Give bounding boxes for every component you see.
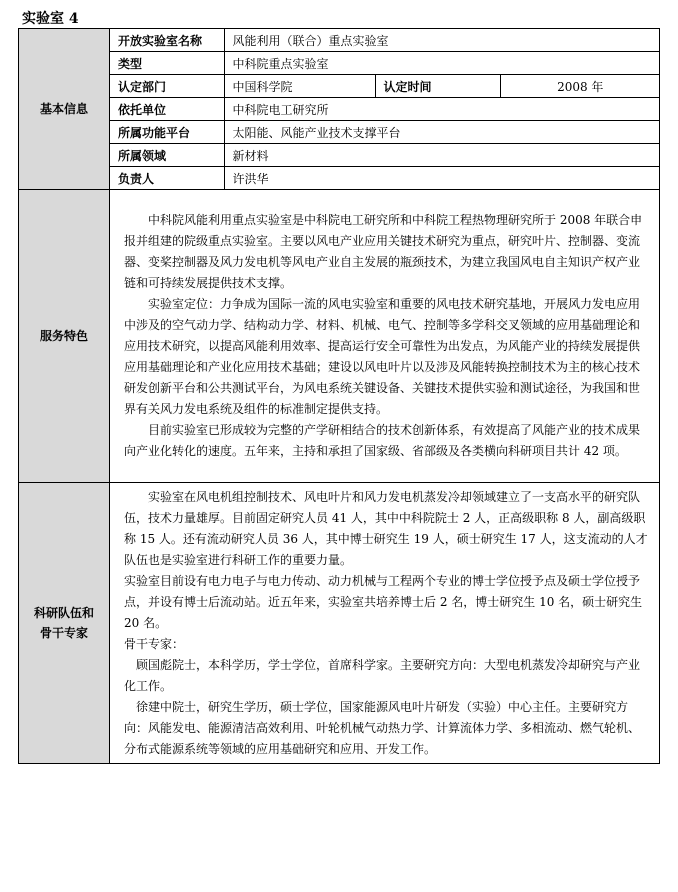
info-row	[110, 144, 660, 167]
field-value: 中科院电工研究所	[224, 98, 660, 121]
paragraph: 实验室目前设有电力电子与电力传动、动力机械与工程两个专业的博士学位授予点及硕士学位授予点，并设有博士后流动站。近五年来，实验室共培养博士后 2 名，博士研究生 10 名，硕士研究生 20 名。	[124, 573, 643, 630]
info-row	[110, 121, 660, 144]
field-value: 风能利用（联合）重点实验室	[224, 29, 660, 52]
lab-info-table	[18, 28, 660, 764]
paragraph: 徐建中院士，研究生学历，硕士学位，国家能源风电叶片研发（实验）中心主任。主要研究方向：风能发电、能源清洁高效利用、叶轮机械气动热力学、计算流体力学、多相流动、燃气轮机、分布式能源系统等领域的应用基础研究和应用、开发工作。	[124, 699, 641, 756]
field-value: 中国科学院	[224, 75, 375, 98]
basic-info-grid	[110, 29, 660, 189]
paragraph: 中科院风能利用重点实验室是中科院电工研究所和中科院工程热物理研究所于 2008 年联合申报并组建的院级重点实验室。主要以风电产业应用关键技术研究为重点，研究叶片、控制器、变流器、变桨控制器及风力发电机等风电产业自主发展的瓶颈技术，为建立我国风电自主知识产权产业链和可持续发展提供技术支撑。	[124, 213, 643, 290]
basic-info-row	[19, 29, 660, 190]
basic-info-label: 基本信息	[19, 29, 110, 190]
page-title: 实验室 4	[22, 11, 79, 27]
info-row	[110, 167, 660, 190]
paragraph: 实验室定位：力争成为国际一流的风电实验室和重要的风电技术研究基地，开展风力发电应用中涉及的空气动力学、结构动力学、材料、机械、电气、控制等多学科交叉领域的应用基础理论和应用技术研究，以提高风能利用效率、提高运行安全可靠性为出发点，为风能产业的持续发展提供应用基础理论和产业化应用技术基础；建设以风电叶片以及涉及风能转换控制技术为主的核心技术研发创新平台和公共测试平台，为风电系统关键设备、关键技术提供实验和测试途径，为我国和世界有关风力发电系统及组件的标准制定提供支持。	[124, 297, 641, 416]
team-row	[19, 483, 660, 764]
info-row	[110, 75, 660, 98]
paragraph: 顾国彪院士，本科学历，学士学位，首席科学家。主要研究方向：大型电机蒸发冷却研究与产业化工作。	[124, 657, 641, 693]
field-value: 太阳能、风能产业技术支撑平台	[224, 121, 660, 144]
field-key: 所属领域	[110, 144, 224, 167]
field-key: 所属功能平台	[110, 121, 224, 144]
field-value: 中科院重点实验室	[224, 52, 660, 75]
service-row	[19, 190, 660, 483]
team-label: 科研队伍和 骨干专家	[19, 483, 110, 764]
field-key: 负责人	[110, 167, 224, 190]
paragraph: 目前实验室已形成较为完整的产学研相结合的技术创新体系，有效提高了风能产业的技术成果向产业化转化的速度。五年来，主持和承担了国家级、省部级及各类横向科研项目共计 42 项。	[124, 423, 641, 458]
field-value: 许洪华	[224, 167, 660, 190]
info-row	[110, 29, 660, 52]
info-row	[110, 98, 660, 121]
team-text	[110, 487, 659, 760]
field-key: 类型	[110, 52, 224, 75]
field-key: 依托单位	[110, 98, 224, 121]
field-value: 2008 年	[500, 75, 660, 98]
info-row	[110, 52, 660, 75]
service-label: 服务特色	[19, 190, 110, 483]
field-value: 新材料	[224, 144, 660, 167]
service-text	[110, 210, 659, 462]
paragraph: 骨干专家：	[124, 636, 185, 651]
paragraph: 实验室在风电机组控制技术、风电叶片和风力发电机蒸发冷却领域建立了一支高水平的研究队伍，技术力量雄厚。目前固定研究人员 41 人，其中中科院院士 2 人，正高级职称 8 人，副高级职称 15 人。还有流动研究人员 36 人，其中博士研究生 19 人，硕士研究生 17 人，这支流动的人才队伍也是实验室进行科研工作的重要力量。	[124, 489, 648, 567]
field-key: 开放实验室名称	[110, 29, 224, 52]
field-key: 认定部门	[110, 75, 224, 98]
field-key: 认定时间	[375, 75, 500, 98]
